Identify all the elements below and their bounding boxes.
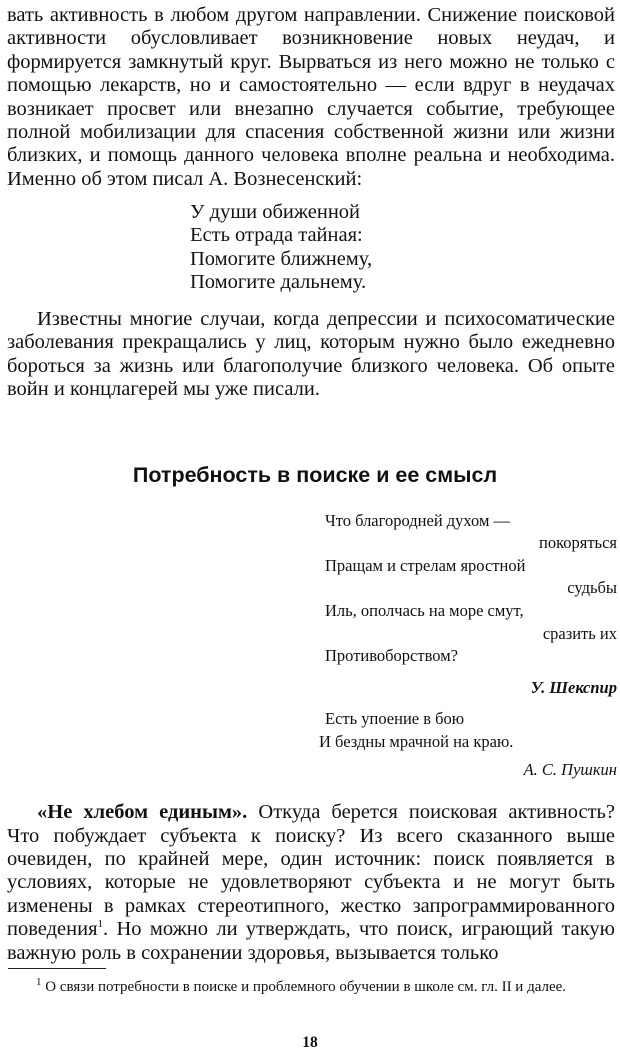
epigraph-line: сразить их	[542, 623, 617, 643]
epigraph-line: И бездны мрачной на краю.	[319, 732, 514, 752]
epigraph-line: Что благородней духом —	[325, 510, 511, 530]
section-heading: Потребность в поиске и ее смысл	[132, 462, 498, 487]
epigraph-line: Иль, ополчась на море смут,	[325, 601, 524, 621]
body-paragraph-1: вать активность в любом другом направлении. Снижение поисковой активности обусловливает возникновение новых неудач, и формируется замкнутый круг. Вырваться из него можно не только с помощью лекарств, но и самостоятельно — если вдруг в неудачах возникает просвет или внезапно случается событие, требующее полной мобилизации для спасения собственной жизни или жизни близких, и помощь данного человека вполне реальна и необходима. Именно об этом писал А. Вознесенский:	[7, 4, 615, 190]
footnote-mark: 1	[36, 976, 42, 988]
paragraph-lead-phrase: «Не хлебом единым».	[37, 801, 248, 824]
poem-line: У души обиженной	[190, 201, 361, 224]
epigraph-author-pushkin: А. С. Пушкин	[523, 759, 617, 779]
footnote-divider	[8, 968, 106, 969]
epigraph-author-shakespeare: У. Шекспир	[530, 677, 617, 697]
epigraph-line: Пращам и стрелам яростной	[325, 555, 526, 575]
poem-quote	[190, 201, 615, 294]
poem-line: Помогите ближнему,	[190, 247, 373, 270]
body-paragraph-2: Известны многие случаи, когда депрессии и психосоматические заболевания прекращались у лиц, которым нужно было ежедневно бороться за жизнь или благополучие близкого человека. Об опыте войн и концлагерей мы уже писали.	[7, 308, 615, 401]
epigraph-line: покоряться	[539, 533, 617, 553]
footnote-reference[interactable]: 1	[97, 918, 104, 931]
paragraph-text: Откуда берется поисковая активность? Что побуждает субъекта к поиску? Из всего сказанного выше очевиден, по крайней мере, один источник: поиск появляется в условиях, которые не удовлетворяют субъекта и не могут быть изменены в рамках стереотипного, жестко запрограммированного поведения	[7, 801, 615, 941]
paragraph-text-tail: . Но можно ли утверждать, что поиск, играющий такую важную роль в сохранении здоровья, вызывается только	[7, 918, 615, 964]
poem-line: Есть отрада тайная:	[190, 224, 363, 247]
page-number: 18	[302, 1034, 318, 1051]
epigraph-line: Противоборством?	[325, 646, 458, 666]
epigraph-line: судьбы	[567, 578, 617, 598]
epigraph-block	[319, 510, 617, 782]
epigraph-line: Есть упоение в бою	[325, 709, 465, 729]
footnote-text: О связи потребности в поиске и проблемного обучении в школе см. гл. II и далее.	[41, 979, 567, 995]
footnote	[8, 977, 608, 997]
body-paragraph-3	[7, 801, 615, 965]
poem-line: Помогите дальнему.	[190, 270, 367, 293]
book-page	[7, 4, 615, 965]
